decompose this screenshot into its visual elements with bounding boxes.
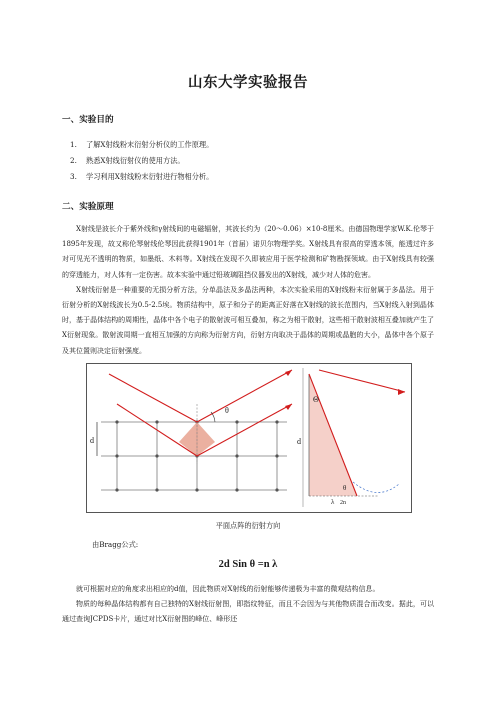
list-item <box>70 140 213 150</box>
theta-label-bottom: θ <box>343 484 347 492</box>
list-item-text: 学习利用X射线粉末衍射进行物相分析。 <box>86 172 214 181</box>
list-item-text: 了解X射线粉末衍射分析仪的工作原理。 <box>86 140 214 149</box>
list-item <box>70 156 185 166</box>
over-2n-label: 2n <box>340 500 346 506</box>
principle-text-block <box>62 222 434 359</box>
bragg-formula: 2d Sin θ =n λ <box>218 559 278 570</box>
section-heading-purpose: 一、实验目的 <box>62 115 114 125</box>
bragg-intro: 由Bragg公式: <box>92 540 139 549</box>
paragraph-fingerprint: 物质的每种晶体结构都有自己独特的X射线衍射图，即指纹特征，而且不会因为与其他物质混合而改变。据此，可以通过查询JCPDS卡片，通过对比X衍射图的峰位、峰形还 <box>62 600 434 624</box>
paragraph-d-value: 就可根据对应的角度求出相应的d值，因此物质对X射线的衍射能够传递极为丰富的微观结构信息。 <box>76 585 380 593</box>
lambda-label: λ <box>331 498 335 506</box>
list-item <box>70 172 213 182</box>
theta-label-big: Θ <box>313 395 319 404</box>
theta-label-small: θ <box>225 406 229 415</box>
d-spacing-label-right: d <box>297 437 301 446</box>
paragraph-diffraction: X射线衍射是一种重要的无损分析方法，分单晶法及多晶法两种，本次实验采用的X射线粉末衍射属于多晶法。用于衍射分析的X射线波长为0.5-2.5埃。物质结构中，原子和分子的距离正好落在X射线的波长范围内，当X射线入射到晶体时，基于晶体结构的周期性，晶体中各个电子的散射波可相互叠加，称之为相干散射，这些相干散射波相互叠加就产生了X衍射现象。散射波周期一直相互加强的方向称为衍射方向，衍射方向取决于晶体的周期或晶胞的大小，晶体中各个原子及其位置则决定衍射强度。 <box>62 285 434 355</box>
list-item-number: 3. <box>70 172 77 181</box>
diffraction-diagram <box>87 364 410 511</box>
list-item-number: 1. <box>70 140 77 149</box>
list-item-number: 2. <box>70 156 77 165</box>
figure-caption: 平面点阵的衍射方向 <box>215 521 281 530</box>
page-title: 山东大学实验报告 <box>188 75 308 91</box>
d-spacing-label-left: d <box>90 436 94 445</box>
paragraph-xray-intro: X射线是波长介于紫外线和γ射线间的电磁辐射，其波长约为（20～0.06）×10-8厘米。由德国物理学家W.K.伦琴于1895年发现，故又称伦琴射线伦琴因此获得1901年（首届）诺贝尔物理学奖。X射线具有很高的穿透本领，能透过许多对可见光不透明的物质，如墨纸、木料等。X射线在发现不久即被应用于医学检测和矿物勘探领域。由于X射线具有较强的穿透能力，对人体有一定伤害。故本实验中通过铅玻璃阻挡仪器发出的X射线，减少对人体的危害。 <box>62 225 434 279</box>
lattice-diffraction-figure <box>86 363 412 513</box>
section-heading-principle: 二、实验原理 <box>62 202 114 212</box>
list-item-text: 熟悉X射线衍射仪的使用方法。 <box>86 156 185 165</box>
closing-text-block <box>62 582 434 628</box>
